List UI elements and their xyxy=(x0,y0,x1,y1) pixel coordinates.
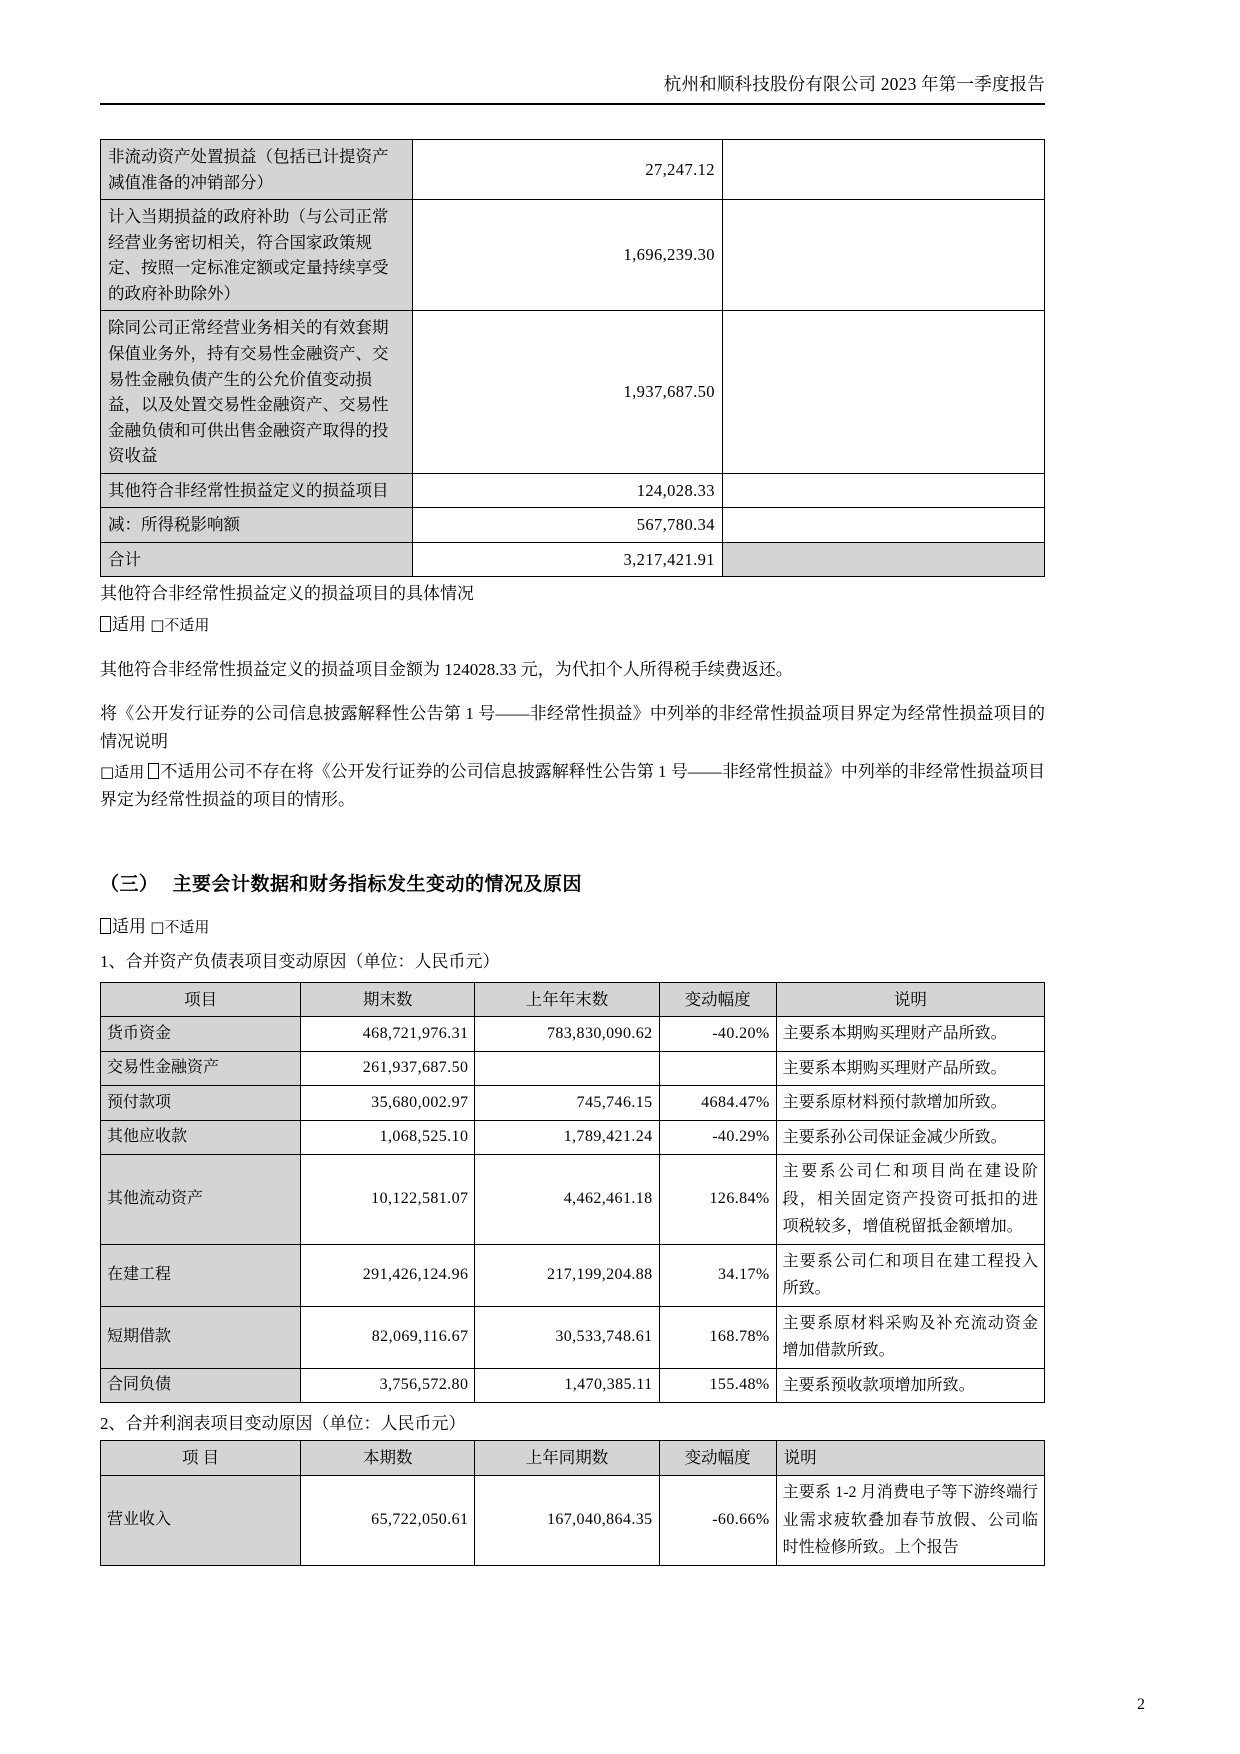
bs-item: 预付款项 xyxy=(101,1086,301,1121)
section-heading xyxy=(100,869,1045,896)
bs-change-value: 168.78% xyxy=(659,1306,776,1368)
applicability-line-3 xyxy=(100,913,1045,941)
bs-change-value: -40.20% xyxy=(659,1017,776,1052)
balance-sheet-caption: 1、合并资产负债表项目变动原因（单位：人民币元） xyxy=(100,951,500,971)
bs-item: 货币资金 xyxy=(101,1017,301,1052)
nonrecurring-item-label: 其他符合非经常性损益定义的损益项目 xyxy=(101,473,413,508)
page-number: 2 xyxy=(1137,1696,1145,1713)
bs-change-value xyxy=(659,1051,776,1086)
bs-prev-value: 1,470,385.11 xyxy=(475,1368,659,1403)
col-header-note: 说明 xyxy=(776,1441,1044,1476)
nonrecurring-detail-text: 其他符合非经常性损益定义的损益项目金额为 124028.33 元，为代扣个人所得税手续费返还。 xyxy=(100,659,793,679)
col-header-prev: 上年同期数 xyxy=(475,1441,659,1476)
nonrecurring-item-label: 非流动资产处置损益（包括已计提资产减值准备的冲销部分） xyxy=(101,140,413,200)
is-current-value: 65,722,050.61 xyxy=(301,1476,475,1566)
table-row xyxy=(101,508,1045,543)
table-header-row xyxy=(101,982,1045,1017)
bs-prev-value: 745,746.15 xyxy=(475,1086,659,1121)
bs-item: 交易性金融资产 xyxy=(101,1051,301,1086)
nonrecurring-total-value: 3,217,421.91 xyxy=(412,542,722,577)
applicable-label: 适用 xyxy=(112,614,146,634)
bs-change-value: 4684.47% xyxy=(659,1086,776,1121)
nonrecurring-item-value: 567,780.34 xyxy=(412,508,722,543)
bs-end-value: 10,122,581.07 xyxy=(301,1155,475,1245)
income-statement-caption: 2、合并利润表项目变动原因（单位：人民币元） xyxy=(100,1414,466,1434)
bs-note: 主要系原材料预付款增加所致。 xyxy=(776,1086,1044,1121)
applicable-label[interactable]: □适用 xyxy=(100,763,145,782)
bs-item: 其他流动资产 xyxy=(101,1155,301,1245)
bs-change-value: 34.17% xyxy=(659,1244,776,1306)
nonrecurring-item-note xyxy=(722,140,1044,200)
nonrecurring-item-label: 除同公司正常经营业务相关的有效套期保值业务外，持有交易性金融资产、交易性金融负债产生的公允价值变动损益，以及处置交易性金融资产、交易性金融负债和可供出售金融资产取得的投资收益 xyxy=(101,311,413,473)
bs-change-value: 126.84% xyxy=(659,1155,776,1245)
bs-end-value: 261,937,687.50 xyxy=(301,1051,475,1086)
table-row xyxy=(101,1017,1045,1052)
table-row xyxy=(101,1051,1045,1086)
nonrecurring-item-value: 1,696,239.30 xyxy=(412,200,722,311)
nonrecurring-total-label: 合计 xyxy=(101,542,413,577)
not-applicable-label[interactable]: □不适用 xyxy=(150,918,210,937)
table-row xyxy=(101,1120,1045,1155)
applicability-line-2 xyxy=(100,758,1045,813)
col-header-change: 变动幅度 xyxy=(659,982,776,1017)
nonrecurring-item-value: 27,247.12 xyxy=(412,140,722,200)
table-row xyxy=(101,1244,1045,1306)
header-divider xyxy=(100,103,1045,105)
balance-sheet-table xyxy=(100,982,1045,1404)
table-row xyxy=(101,1086,1045,1121)
bs-note: 主要系原材料采购及补充流动资金增加借款所致。 xyxy=(776,1306,1044,1368)
bs-prev-value: 30,533,748.61 xyxy=(475,1306,659,1368)
page-content xyxy=(100,0,1045,1566)
table-row xyxy=(101,311,1045,473)
col-header-note: 说明 xyxy=(776,982,1044,1017)
col-header-change: 变动幅度 xyxy=(659,1441,776,1476)
bs-prev-value: 1,789,421.24 xyxy=(475,1120,659,1155)
nonrecurring-item-value: 1,937,687.50 xyxy=(412,311,722,473)
nonrecurring-item-note xyxy=(722,311,1044,473)
nonrecurring-item-note xyxy=(722,200,1044,311)
reclassification-heading: 将《公开发行证券的公司信息披露解释性公告第 1 号——非经常性损益》中列举的非经常性损益项目界定为经常性损益项目的情况说明 xyxy=(100,704,1045,751)
nonrecurring-item-note xyxy=(722,508,1044,543)
nonrecurring-item-value: 124,028.33 xyxy=(412,473,722,508)
bs-item: 其他应收款 xyxy=(101,1120,301,1155)
col-header-end: 期末数 xyxy=(301,982,475,1017)
income-statement-table xyxy=(100,1440,1045,1565)
table-header-row xyxy=(101,1441,1045,1476)
table-row xyxy=(101,1306,1045,1368)
bs-item: 在建工程 xyxy=(101,1244,301,1306)
header-title: 杭州和顺科技股份有限公司 2023 年第一季度报告 xyxy=(663,74,1045,94)
bs-end-value: 291,426,124.96 xyxy=(301,1244,475,1306)
bs-end-value: 35,680,002.97 xyxy=(301,1086,475,1121)
nonrecurring-item-label: 计入当期损益的政府补助（与公司正常经营业务密切相关，符合国家政策规定、按照一定标准定额或定量持续享受的政府补助除外） xyxy=(101,200,413,311)
is-change-value: -60.66% xyxy=(659,1476,776,1566)
table-row-total xyxy=(101,542,1045,577)
reclassification-text: 公司不存在将《公开发行证券的公司信息披露解释性公告第 1 号——非经常性损益》中列举的非经常性损益项目界定为经常性损益的项目的情形。 xyxy=(100,762,1045,809)
nonrecurring-detail-heading: 其他符合非经常性损益定义的损益项目的具体情况 xyxy=(100,584,474,604)
checkbox-filled-icon[interactable] xyxy=(100,918,111,934)
bs-prev-value: 783,830,090.62 xyxy=(475,1017,659,1052)
bs-note: 主要系公司仁和项目尚在建设阶段，相关固定资产投资可抵扣的进项税较多，增值税留抵金额增加。 xyxy=(776,1155,1044,1245)
checkbox-filled-icon[interactable] xyxy=(100,616,111,632)
section-numbering: （三） xyxy=(100,874,159,896)
checkbox-filled-icon[interactable] xyxy=(148,763,159,779)
is-item: 营业收入 xyxy=(101,1476,301,1566)
table-row xyxy=(101,1476,1045,1566)
bs-change-value: -40.29% xyxy=(659,1120,776,1155)
bs-note: 主要系本期购买理财产品所致。 xyxy=(776,1017,1044,1052)
col-header-item: 项 目 xyxy=(101,1441,301,1476)
bs-note: 主要系本期购买理财产品所致。 xyxy=(776,1051,1044,1086)
table-row xyxy=(101,1155,1045,1245)
bs-note: 主要系孙公司保证金减少所致。 xyxy=(776,1120,1044,1155)
table-row xyxy=(101,200,1045,311)
nonrecurring-total-note xyxy=(722,542,1044,577)
bs-end-value: 1,068,525.10 xyxy=(301,1120,475,1155)
bs-prev-value: 217,199,204.88 xyxy=(475,1244,659,1306)
table-row xyxy=(101,473,1045,508)
nonrecurring-item-note xyxy=(722,473,1044,508)
bs-end-value: 82,069,116.67 xyxy=(301,1306,475,1368)
bs-item: 合同负债 xyxy=(101,1368,301,1403)
nonrecurring-item-label: 减：所得税影响额 xyxy=(101,508,413,543)
not-applicable-label[interactable]: □不适用 xyxy=(150,615,210,634)
bs-note: 主要系预收款项增加所致。 xyxy=(776,1368,1044,1403)
applicability-line-1 xyxy=(100,611,1045,639)
bs-item: 短期借款 xyxy=(101,1306,301,1368)
bs-prev-value: 4,462,461.18 xyxy=(475,1155,659,1245)
col-header-current: 本期数 xyxy=(301,1441,475,1476)
applicable-label: 适用 xyxy=(112,917,146,937)
table-row xyxy=(101,140,1045,200)
section-title-text: 主要会计数据和财务指标发生变动的情况及原因 xyxy=(172,874,583,896)
col-header-item: 项目 xyxy=(101,982,301,1017)
table-row xyxy=(101,1368,1045,1403)
bs-note: 主要系公司仁和项目在建工程投入所致。 xyxy=(776,1244,1044,1306)
not-applicable-label: 不适用 xyxy=(160,762,212,782)
bs-prev-value xyxy=(475,1051,659,1086)
bs-change-value: 155.48% xyxy=(659,1368,776,1403)
bs-end-value: 3,756,572.80 xyxy=(301,1368,475,1403)
is-prev-value: 167,040,864.35 xyxy=(475,1476,659,1566)
is-note: 主要系 1-2 月消费电子等下游终端行业需求疲软叠加春节放假、公司临时性检修所致。上个报告 xyxy=(776,1476,1044,1566)
document-header xyxy=(100,0,1045,95)
nonrecurring-items-table xyxy=(100,139,1045,577)
col-header-prev: 上年年末数 xyxy=(475,982,659,1017)
bs-end-value: 468,721,976.31 xyxy=(301,1017,475,1052)
